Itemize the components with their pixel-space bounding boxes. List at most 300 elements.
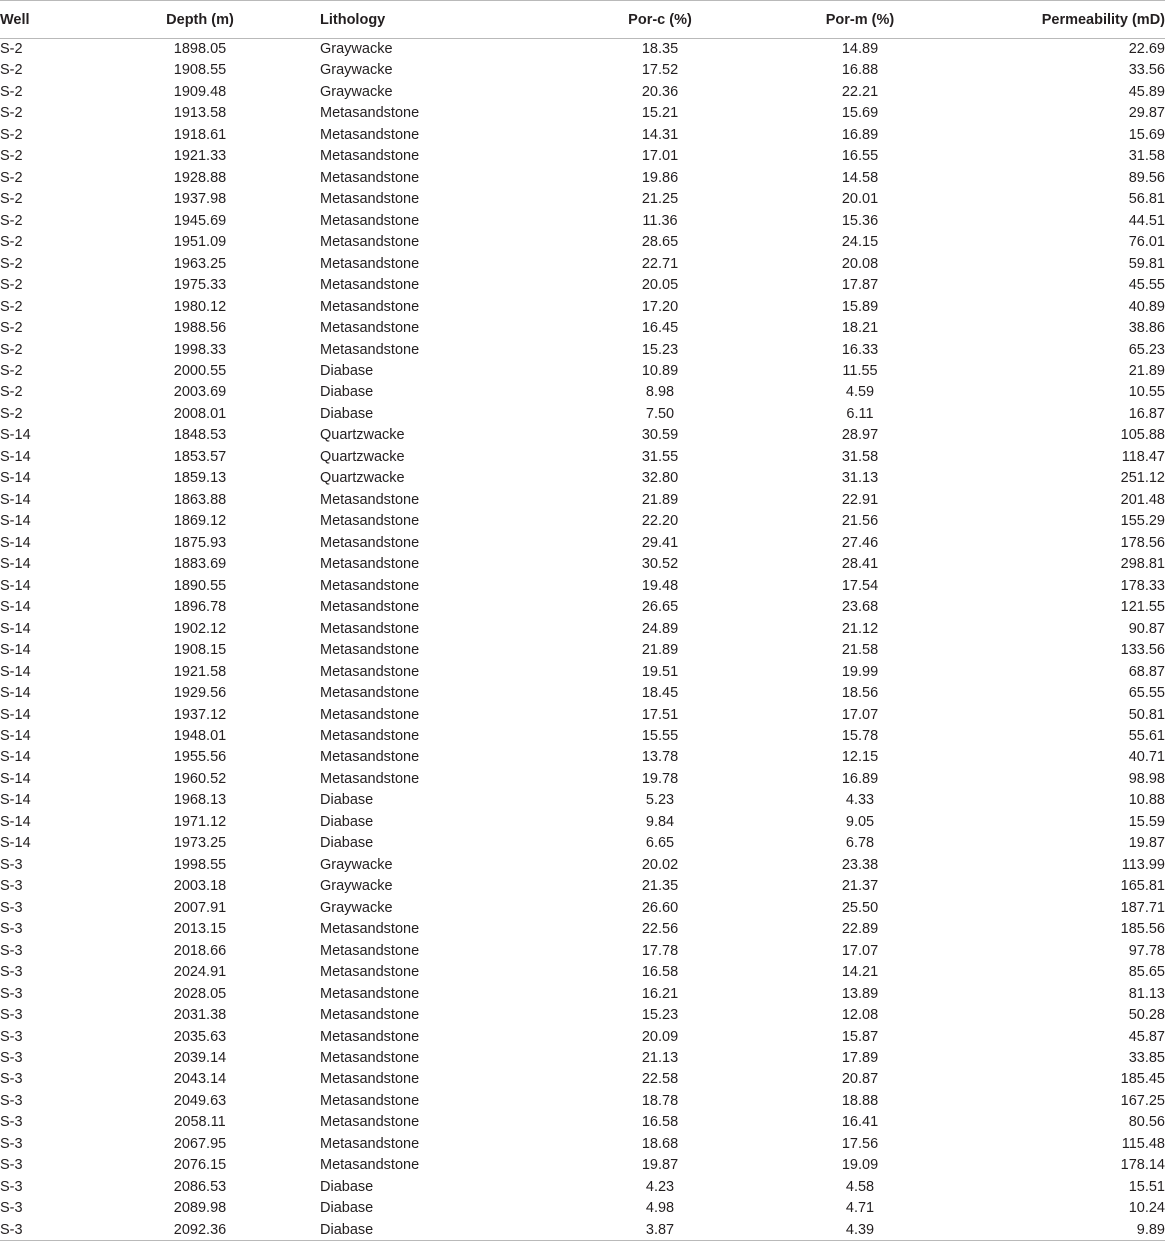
cell-por-c: 18.78: [641, 1092, 679, 1109]
cell-permeability: 33.56: [1128, 62, 1165, 79]
table-row: [0, 790, 1165, 811]
table-row: [0, 661, 1165, 682]
cell-por-m: 28.97: [841, 427, 879, 444]
cell-por-m: 4.58: [845, 1178, 875, 1195]
cell-por-m: 14.89: [841, 41, 879, 58]
cell-permeability: 113.99: [1121, 856, 1165, 873]
table-row: [0, 60, 1165, 81]
cell-lithology: Diabase: [320, 1200, 374, 1217]
cell-por-m: 17.56: [841, 1135, 879, 1152]
cell-well: S-3: [0, 1071, 23, 1088]
cell-lithology: Diabase: [320, 813, 374, 830]
cell-lithology: Metasandstone: [320, 663, 420, 680]
cell-por-m: 6.11: [846, 405, 874, 422]
cell-permeability: 40.71: [1128, 749, 1165, 766]
table-row: [0, 854, 1165, 875]
cell-lithology: Metasandstone: [320, 599, 420, 616]
cell-depth: 1908.55: [173, 62, 227, 79]
cell-permeability: 59.81: [1128, 255, 1165, 272]
table-row: [0, 532, 1165, 553]
table-row: [0, 618, 1165, 639]
cell-well: S-3: [0, 1135, 23, 1152]
cell-depth: 1853.57: [173, 448, 227, 465]
cell-permeability: 133.56: [1120, 642, 1165, 659]
cell-depth: 2018.66: [173, 942, 227, 959]
cell-permeability: 89.56: [1128, 169, 1165, 186]
table-row: [0, 726, 1165, 747]
table-row: [0, 1048, 1165, 1069]
cell-por-c: 22.71: [641, 255, 679, 272]
cell-por-c: 21.89: [641, 642, 679, 659]
cell-well: S-14: [0, 556, 31, 573]
cell-well: S-3: [0, 921, 23, 938]
cell-well: S-3: [0, 878, 23, 895]
cell-por-m: 16.89: [841, 126, 879, 143]
cell-permeability: 22.69: [1128, 41, 1165, 58]
table-row: [0, 919, 1165, 940]
cell-por-c: 17.51: [641, 706, 679, 723]
cell-depth: 2043.14: [173, 1071, 227, 1088]
table-row: [0, 81, 1165, 102]
cell-por-m: 18.21: [841, 320, 879, 337]
cell-depth: 1890.55: [173, 577, 227, 594]
cell-por-m: 31.13: [841, 470, 879, 487]
cell-well: S-2: [0, 298, 23, 315]
table-row: [0, 425, 1165, 446]
cell-permeability: 33.85: [1128, 1050, 1165, 1067]
header-por-c: Por-c (%): [560, 1, 760, 39]
table-row: [0, 232, 1165, 253]
cell-well: S-3: [0, 1178, 23, 1195]
cell-well: S-2: [0, 148, 23, 165]
cell-por-m: 22.91: [841, 491, 879, 508]
cell-por-m: 17.54: [841, 577, 879, 594]
cell-lithology: Metasandstone: [320, 534, 420, 551]
cell-por-m: 18.88: [841, 1092, 879, 1109]
cell-por-c: 22.58: [641, 1071, 679, 1088]
cell-depth: 1929.56: [173, 685, 227, 702]
cell-well: S-2: [0, 62, 23, 79]
cell-por-m: 24.15: [841, 234, 879, 251]
cell-por-c: 17.78: [641, 942, 679, 959]
cell-lithology: Metasandstone: [320, 1007, 420, 1024]
cell-lithology: Diabase: [320, 835, 374, 852]
table-row: [0, 768, 1165, 789]
cell-por-m: 9.05: [845, 813, 875, 830]
cell-por-m: 11.55: [842, 363, 878, 380]
cell-por-m: 28.41: [841, 556, 879, 573]
table-row: [0, 640, 1165, 661]
cell-por-m: 13.89: [841, 985, 879, 1002]
cell-por-m: 4.39: [760, 1219, 960, 1240]
cell-por-m: 27.46: [841, 534, 879, 551]
cell-lithology: Metasandstone: [320, 727, 420, 744]
cell-well: S-14: [0, 427, 31, 444]
cell-well: S-3: [0, 1219, 100, 1240]
cell-well: S-14: [0, 577, 31, 594]
cell-well: S-2: [0, 320, 23, 337]
table-row: [0, 253, 1165, 274]
table-row: [0, 511, 1165, 532]
cell-por-m: 4.59: [845, 384, 875, 401]
cell-por-m: 19.09: [841, 1157, 879, 1174]
cell-well: S-3: [0, 1028, 23, 1045]
cell-permeability: 65.23: [1128, 341, 1165, 358]
cell-por-c: 10.89: [641, 363, 679, 380]
header-row: [0, 1, 1165, 39]
cell-depth: 1896.78: [173, 599, 227, 616]
cell-depth: 2049.63: [173, 1092, 227, 1109]
table-row: [0, 146, 1165, 167]
cell-por-m: 21.12: [841, 620, 879, 637]
header-lithology: Lithology: [300, 1, 560, 39]
cell-lithology: Metasandstone: [320, 921, 420, 938]
cell-por-c: 18.45: [641, 685, 679, 702]
cell-depth: 2003.18: [173, 878, 227, 895]
cell-lithology: Graywacke: [320, 62, 393, 79]
cell-permeability: 97.78: [1128, 942, 1165, 959]
cell-por-c: 4.98: [645, 1200, 675, 1217]
table-row: [0, 275, 1165, 296]
cell-well: S-14: [0, 448, 31, 465]
cell-permeability: 201.48: [1120, 491, 1165, 508]
cell-lithology: Metasandstone: [320, 964, 420, 981]
cell-well: S-14: [0, 599, 31, 616]
cell-depth: 1988.56: [173, 320, 227, 337]
header-well: Well: [0, 1, 100, 39]
table-row: [0, 468, 1165, 489]
cell-permeability: 178.33: [1120, 577, 1165, 594]
cell-por-m: 21.37: [841, 878, 879, 895]
cell-por-c: 18.35: [641, 41, 679, 58]
cell-permeability: 40.89: [1128, 298, 1165, 315]
cell-well: S-3: [0, 1200, 23, 1217]
cell-permeability: 38.86: [1128, 320, 1165, 337]
cell-permeability: 105.88: [1120, 427, 1165, 444]
cell-permeability: 298.81: [1120, 556, 1165, 573]
cell-permeability: 178.14: [1120, 1157, 1165, 1174]
cell-lithology: Metasandstone: [320, 685, 420, 702]
cell-lithology: Graywacke: [320, 878, 393, 895]
cell-por-c: 26.60: [641, 899, 679, 916]
cell-por-m: 12.15: [841, 749, 879, 766]
cell-lithology: Metasandstone: [320, 126, 420, 143]
table-row: [0, 575, 1165, 596]
cell-permeability: 45.87: [1128, 1028, 1165, 1045]
cell-por-c: 19.86: [641, 169, 679, 186]
cell-permeability: 10.55: [1128, 384, 1165, 401]
cell-por-m: 16.88: [841, 62, 879, 79]
cell-depth: 1955.56: [173, 749, 227, 766]
cell-lithology: Metasandstone: [320, 320, 420, 337]
cell-por-c: 28.65: [641, 234, 679, 251]
cell-por-m: 23.38: [841, 856, 879, 873]
cell-lithology: Metasandstone: [320, 234, 420, 251]
cell-por-c: 16.21: [641, 985, 679, 1002]
cell-depth: 2031.38: [173, 1007, 227, 1024]
table-row: [0, 382, 1165, 403]
cell-por-m: 15.87: [841, 1028, 879, 1045]
cell-permeability: 29.87: [1128, 105, 1165, 122]
cell-depth: 2089.98: [173, 1200, 227, 1217]
cell-por-c: 29.41: [641, 534, 679, 551]
cell-por-c: 15.23: [641, 341, 679, 358]
cell-por-m: 25.50: [841, 899, 879, 916]
table-body: [0, 39, 1165, 1241]
cell-well: S-3: [0, 1114, 23, 1131]
header-depth: Depth (m): [100, 1, 300, 39]
table-row: [0, 983, 1165, 1004]
cell-lithology: Metasandstone: [320, 277, 420, 294]
cell-lithology: Metasandstone: [320, 491, 420, 508]
cell-depth: 2067.95: [173, 1135, 227, 1152]
cell-por-m: 20.01: [841, 191, 879, 208]
cell-permeability: 45.89: [1128, 83, 1165, 100]
table-row: [0, 811, 1165, 832]
cell-por-c: 14.31: [641, 126, 679, 143]
cell-well: S-14: [0, 770, 31, 787]
cell-depth: 1973.25: [173, 835, 227, 852]
cell-por-c: 15.23: [641, 1007, 679, 1024]
cell-well: S-2: [0, 105, 23, 122]
cell-permeability: 178.56: [1120, 534, 1165, 551]
cell-well: S-3: [0, 942, 23, 959]
cell-depth: 1909.48: [173, 83, 227, 100]
cell-well: S-2: [0, 277, 23, 294]
cell-por-c: 20.02: [641, 856, 679, 873]
table-row: [0, 1155, 1165, 1176]
cell-permeability: 98.98: [1128, 770, 1165, 787]
cell-por-c: 15.55: [641, 727, 679, 744]
cell-well: S-2: [0, 363, 23, 380]
cell-permeability: 31.58: [1128, 148, 1165, 165]
cell-por-c: 21.89: [641, 491, 679, 508]
cell-por-c: 4.23: [645, 1178, 675, 1195]
cell-well: S-14: [0, 534, 31, 551]
cell-por-m: 12.08: [841, 1007, 879, 1024]
cell-well: S-3: [0, 1007, 23, 1024]
cell-well: S-2: [0, 384, 23, 401]
cell-permeability: 55.61: [1128, 727, 1165, 744]
cell-lithology: Metasandstone: [320, 1028, 420, 1045]
cell-permeability: 68.87: [1128, 663, 1165, 680]
cell-lithology: Diabase: [300, 1219, 560, 1240]
cell-depth: 1921.58: [173, 663, 227, 680]
cell-depth: 2086.53: [173, 1178, 227, 1195]
cell-well: S-3: [0, 1092, 23, 1109]
cell-depth: 2039.14: [173, 1050, 227, 1067]
cell-permeability: 65.55: [1128, 685, 1165, 702]
cell-permeability: 10.88: [1128, 792, 1165, 809]
cell-depth: 1863.88: [173, 491, 227, 508]
table-row: [0, 446, 1165, 467]
cell-por-c: 6.65: [645, 835, 675, 852]
table-row: [0, 1005, 1165, 1026]
cell-por-c: 22.56: [641, 921, 679, 938]
cell-lithology: Metasandstone: [320, 642, 420, 659]
cell-permeability: 76.01: [1128, 234, 1165, 251]
cell-depth: 1859.13: [173, 470, 227, 487]
cell-por-m: 14.58: [841, 169, 879, 186]
cell-por-c: 17.20: [641, 298, 679, 315]
cell-por-c: 20.09: [641, 1028, 679, 1045]
cell-depth: 2013.15: [173, 921, 227, 938]
table-row: [0, 554, 1165, 575]
cell-depth: 1921.33: [173, 148, 227, 165]
cell-por-m: 4.71: [845, 1200, 875, 1217]
cell-permeability: 80.56: [1128, 1114, 1165, 1131]
cell-well: S-2: [0, 169, 23, 186]
cell-por-m: 16.33: [841, 341, 879, 358]
cell-por-c: 8.98: [645, 384, 675, 401]
table-row: [0, 103, 1165, 124]
cell-well: S-2: [0, 126, 23, 143]
cell-lithology: Metasandstone: [320, 212, 420, 229]
cell-depth: 1875.93: [173, 534, 227, 551]
cell-permeability: 10.24: [1128, 1200, 1165, 1217]
cell-depth: 1951.09: [173, 234, 227, 251]
table-row: [0, 747, 1165, 768]
cell-por-c: 13.78: [641, 749, 679, 766]
cell-depth: 1913.58: [173, 105, 227, 122]
cell-lithology: Metasandstone: [320, 169, 420, 186]
cell-depth: 1848.53: [173, 427, 227, 444]
cell-permeability: 185.56: [1120, 921, 1165, 938]
cell-lithology: Diabase: [320, 792, 374, 809]
cell-depth: 2092.36: [100, 1219, 300, 1240]
cell-well: S-2: [0, 83, 23, 100]
cell-lithology: Metasandstone: [320, 1114, 420, 1131]
cell-well: S-2: [0, 191, 23, 208]
cell-depth: 1902.12: [173, 620, 227, 637]
table-row: [0, 189, 1165, 210]
cell-permeability: 81.13: [1128, 985, 1165, 1002]
cell-depth: 1883.69: [173, 556, 227, 573]
cell-depth: 2028.05: [173, 985, 227, 1002]
cell-well: S-14: [0, 792, 31, 809]
cell-permeability: 15.59: [1128, 813, 1165, 830]
cell-permeability: 50.28: [1128, 1007, 1165, 1024]
table-row: [0, 1069, 1165, 1090]
cell-lithology: Metasandstone: [320, 191, 420, 208]
cell-por-m: 15.36: [841, 212, 879, 229]
cell-por-m: 6.78: [845, 835, 875, 852]
cell-well: S-2: [0, 341, 23, 358]
table-row: [0, 167, 1165, 188]
table-row: [0, 833, 1165, 854]
cell-por-m: 16.41: [841, 1114, 879, 1131]
table-row: [0, 339, 1165, 360]
cell-well: S-14: [0, 727, 31, 744]
cell-por-m: 17.07: [841, 706, 879, 723]
cell-por-c: 31.55: [641, 448, 679, 465]
table-row: [0, 962, 1165, 983]
cell-lithology: Quartzwacke: [320, 448, 405, 465]
cell-por-c: 5.23: [645, 792, 675, 809]
table-row: [0, 704, 1165, 725]
cell-por-c: 21.25: [641, 191, 679, 208]
cell-por-c: 30.52: [641, 556, 679, 573]
cell-lithology: Diabase: [320, 405, 374, 422]
cell-lithology: Metasandstone: [320, 105, 420, 122]
cell-permeability: 165.81: [1120, 878, 1165, 895]
cell-lithology: Metasandstone: [320, 255, 420, 272]
cell-permeability: 115.48: [1121, 1135, 1165, 1152]
cell-lithology: Metasandstone: [320, 706, 420, 723]
cell-por-m: 17.89: [841, 1050, 879, 1067]
table-row: [0, 1112, 1165, 1133]
cell-por-c: 20.05: [641, 277, 679, 294]
cell-lithology: Metasandstone: [320, 1135, 420, 1152]
cell-por-c: 22.20: [641, 513, 679, 530]
cell-depth: 1998.55: [173, 856, 227, 873]
cell-lithology: Metasandstone: [320, 148, 420, 165]
cell-permeability: 155.29: [1120, 513, 1165, 530]
cell-permeability: 44.51: [1128, 212, 1165, 229]
cell-well: S-3: [0, 1050, 23, 1067]
cell-permeability: 187.71: [1120, 899, 1165, 916]
cell-lithology: Metasandstone: [320, 1157, 420, 1174]
cell-por-c: 3.87: [560, 1219, 760, 1240]
cell-lithology: Metasandstone: [320, 513, 420, 530]
cell-permeability: 15.69: [1128, 126, 1165, 143]
cell-por-c: 19.78: [641, 770, 679, 787]
cell-lithology: Graywacke: [320, 41, 393, 58]
table-row: [0, 1198, 1165, 1219]
table-row: [0, 1219, 1165, 1240]
cell-well: S-2: [0, 212, 23, 229]
cell-por-m: 4.33: [845, 792, 875, 809]
table-row: [0, 1133, 1165, 1154]
cell-permeability: 19.87: [1128, 835, 1165, 852]
cell-por-c: 16.45: [641, 320, 679, 337]
cell-lithology: Metasandstone: [320, 942, 420, 959]
table-row: [0, 210, 1165, 231]
cell-depth: 1971.12: [173, 813, 227, 830]
cell-permeability: 16.87: [1128, 405, 1165, 422]
cell-por-m: 15.78: [841, 727, 879, 744]
cell-well: S-14: [0, 513, 31, 530]
cell-permeability: 85.65: [1128, 964, 1165, 981]
cell-depth: 1998.33: [173, 341, 227, 358]
cell-permeability: 167.25: [1120, 1092, 1165, 1109]
cell-depth: 2076.15: [173, 1157, 227, 1174]
cell-por-c: 17.52: [641, 62, 679, 79]
cell-lithology: Metasandstone: [320, 1092, 420, 1109]
cell-well: S-14: [0, 706, 31, 723]
cell-lithology: Metasandstone: [320, 341, 420, 358]
cell-depth: 2024.91: [173, 964, 227, 981]
cell-depth: 2003.69: [173, 384, 227, 401]
cell-depth: 1963.25: [173, 255, 227, 272]
cell-por-c: 19.87: [641, 1157, 679, 1174]
cell-permeability: 45.55: [1128, 277, 1165, 294]
cell-permeability: 56.81: [1128, 191, 1165, 208]
cell-lithology: Diabase: [320, 1178, 374, 1195]
table-row: [0, 897, 1165, 918]
cell-por-m: 22.89: [841, 921, 879, 938]
cell-por-c: 18.68: [641, 1135, 679, 1152]
table-row: [0, 403, 1165, 424]
table-row: [0, 361, 1165, 382]
cell-depth: 1968.13: [173, 792, 227, 809]
cell-por-m: 21.58: [841, 642, 879, 659]
cell-depth: 2008.01: [173, 405, 227, 422]
cell-permeability: 9.89: [960, 1219, 1165, 1240]
cell-por-c: 30.59: [641, 427, 679, 444]
cell-lithology: Graywacke: [320, 899, 393, 916]
cell-depth: 2035.63: [173, 1028, 227, 1045]
